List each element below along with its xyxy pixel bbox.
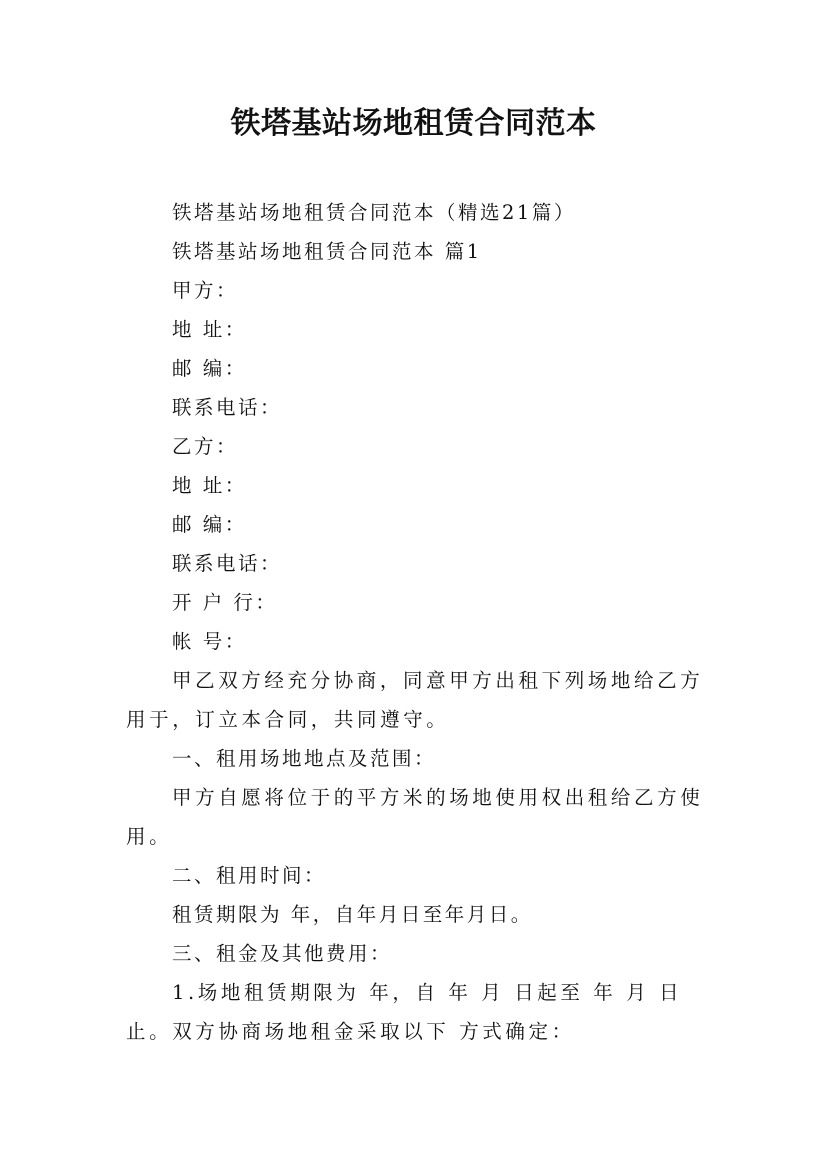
clause-heading-rent: 三、租金及其他费用： — [172, 942, 393, 965]
field-party-b-address: 地 址： — [172, 474, 247, 497]
document-body — [126, 193, 718, 1051]
field-party-a: 甲方： — [172, 279, 239, 302]
field-party-b: 乙方： — [172, 435, 239, 458]
field-party-b-bank: 开 户 行： — [172, 591, 278, 614]
field-party-a-postcode: 邮 编： — [172, 357, 247, 380]
paragraph-section-heading: 铁塔基站场地租赁合同范本 篇1 — [172, 240, 482, 263]
paragraph-location: 甲方自愿将位于的平方米的场地使用权出租给乙方使用。 — [126, 786, 704, 848]
field-party-b-phone: 联系电话： — [172, 552, 283, 575]
paragraph-rent: 1.场地租赁期限为 年，自 年 月 日起至 年 月 日止。双方协商场地租金采取以下 方式确定： — [126, 981, 683, 1043]
paragraph-subtitle: 铁塔基站场地租赁合同范本（精选21篇） — [172, 201, 576, 224]
clause-heading-location: 一、租用场地地点及范围： — [172, 747, 437, 770]
clause-heading-term: 二、租用时间： — [172, 864, 327, 887]
document-title: 铁塔基站场地租赁合同范本 — [230, 106, 597, 141]
field-party-b-postcode: 邮 编： — [172, 513, 247, 536]
paragraph-term: 租赁期限为 年，自年月日至年月日。 — [172, 903, 533, 926]
field-party-a-address: 地 址： — [172, 318, 247, 341]
field-party-b-account: 帐 号： — [172, 630, 247, 653]
paragraph-agreement: 甲乙双方经充分协商，同意甲方出租下列场地给乙方用于，订立本合同，共同遵守。 — [126, 669, 704, 731]
field-party-a-phone: 联系电话： — [172, 396, 283, 419]
